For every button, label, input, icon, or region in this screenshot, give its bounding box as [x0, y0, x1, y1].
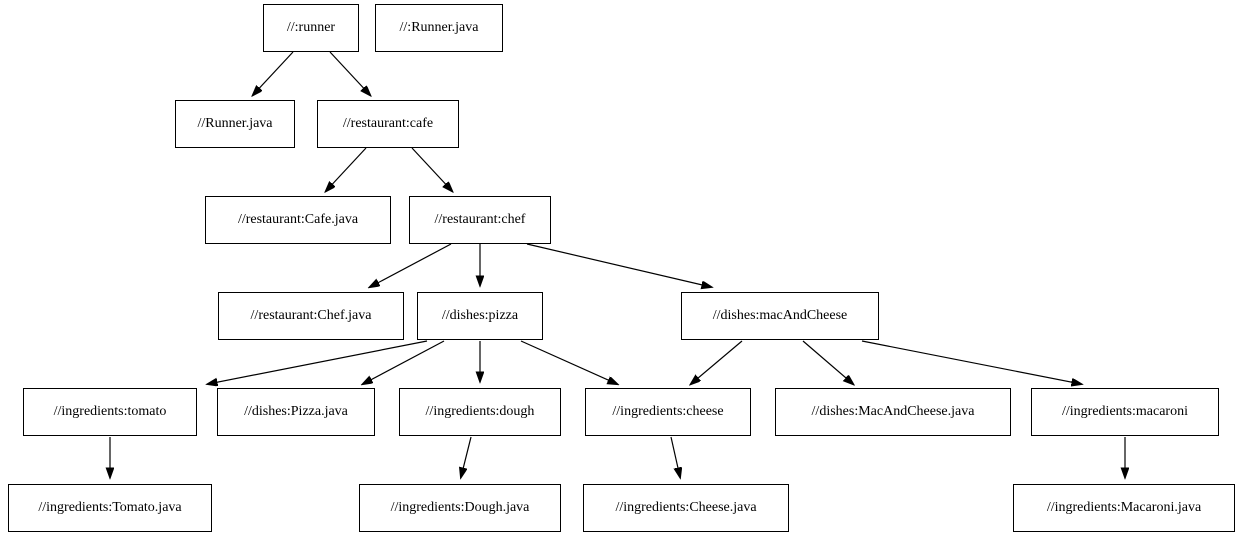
graph-edge-dishes_pizza-to-ing_tomato: [208, 341, 427, 384]
graph-node-runner_java[interactable]: [175, 100, 295, 148]
graph-node-cafe_java[interactable]: [205, 196, 391, 244]
graph-node-label: //ingredients:tomato: [53, 404, 167, 419]
graph-edge-dishes_pizza-to-pizza_java: [363, 341, 444, 384]
graph-node-label: //restaurant:Cafe.java: [237, 212, 359, 227]
graph-edge-runner-to-runner_java: [253, 52, 293, 95]
graph-node-pizza_java[interactable]: [217, 388, 375, 436]
graph-node-restaurant_cafe[interactable]: [317, 100, 459, 148]
graph-node-label: //ingredients:Cheese.java: [615, 500, 757, 515]
graph-node-label: //dishes:pizza: [441, 308, 519, 323]
graph-node-mac_java[interactable]: [775, 388, 1011, 436]
graph-node-label: //restaurant:cafe: [342, 116, 434, 131]
graph-node-dishes_mac[interactable]: [681, 292, 879, 340]
graph-node-label: //:Runner.java: [399, 20, 479, 35]
graph-node-ing_dough[interactable]: [399, 388, 561, 436]
graph-node-runner[interactable]: [263, 4, 359, 52]
graph-node-label: //:runner: [286, 20, 336, 35]
graph-node-label: //dishes:macAndCheese: [712, 308, 848, 323]
graph-edge-dishes_pizza-to-ing_cheese: [521, 341, 617, 384]
graph-node-restaurant_chef[interactable]: [409, 196, 551, 244]
graph-node-chef_java[interactable]: [218, 292, 404, 340]
graph-edge-restaurant_chef-to-chef_java: [370, 244, 451, 287]
graph-node-ing_tomato[interactable]: [23, 388, 197, 436]
graph-node-label: //restaurant:Chef.java: [250, 308, 372, 323]
graph-edge-ing_cheese-to-cheese_java: [671, 437, 680, 477]
graph-node-ing_cheese[interactable]: [585, 388, 751, 436]
graph-edge-ing_dough-to-dough_java: [461, 437, 471, 477]
graph-node-cheese_java[interactable]: [583, 484, 789, 532]
graph-node-dough_java[interactable]: [359, 484, 561, 532]
graph-node-label: //ingredients:cheese: [612, 404, 724, 419]
graph-node-tomato_java[interactable]: [8, 484, 212, 532]
graph-node-label: //ingredients:Macaroni.java: [1046, 500, 1202, 515]
graph-edge-dishes_mac-to-ing_cheese: [691, 341, 742, 384]
graph-node-label: //ingredients:Tomato.java: [38, 500, 182, 515]
graph-node-label: //ingredients:macaroni: [1062, 404, 1188, 419]
graph-edge-restaurant_chef-to-dishes_mac: [527, 244, 711, 287]
graph-node-dishes_pizza[interactable]: [417, 292, 543, 340]
graph-node-macaroni_java[interactable]: [1013, 484, 1235, 532]
graph-node-label: //dishes:MacAndCheese.java: [811, 404, 975, 419]
graph-node-label: //ingredients:Dough.java: [390, 500, 530, 515]
graph-edge-restaurant_cafe-to-cafe_java: [326, 148, 366, 191]
graph-node-runner_java_root[interactable]: [375, 4, 503, 52]
graph-node-label: //restaurant:chef: [434, 212, 526, 227]
graph-node-label: //dishes:Pizza.java: [244, 404, 348, 419]
graph-node-label: //Runner.java: [197, 116, 273, 131]
graph-edge-dishes_mac-to-mac_java: [803, 341, 853, 384]
graph-edge-dishes_mac-to-ing_macaroni: [862, 341, 1081, 384]
graph-node-label: //ingredients:dough: [425, 404, 535, 419]
graph-node-ing_macaroni[interactable]: [1031, 388, 1219, 436]
graph-edge-restaurant_cafe-to-restaurant_chef: [412, 148, 452, 191]
graph-edge-runner-to-restaurant_cafe: [330, 52, 370, 95]
